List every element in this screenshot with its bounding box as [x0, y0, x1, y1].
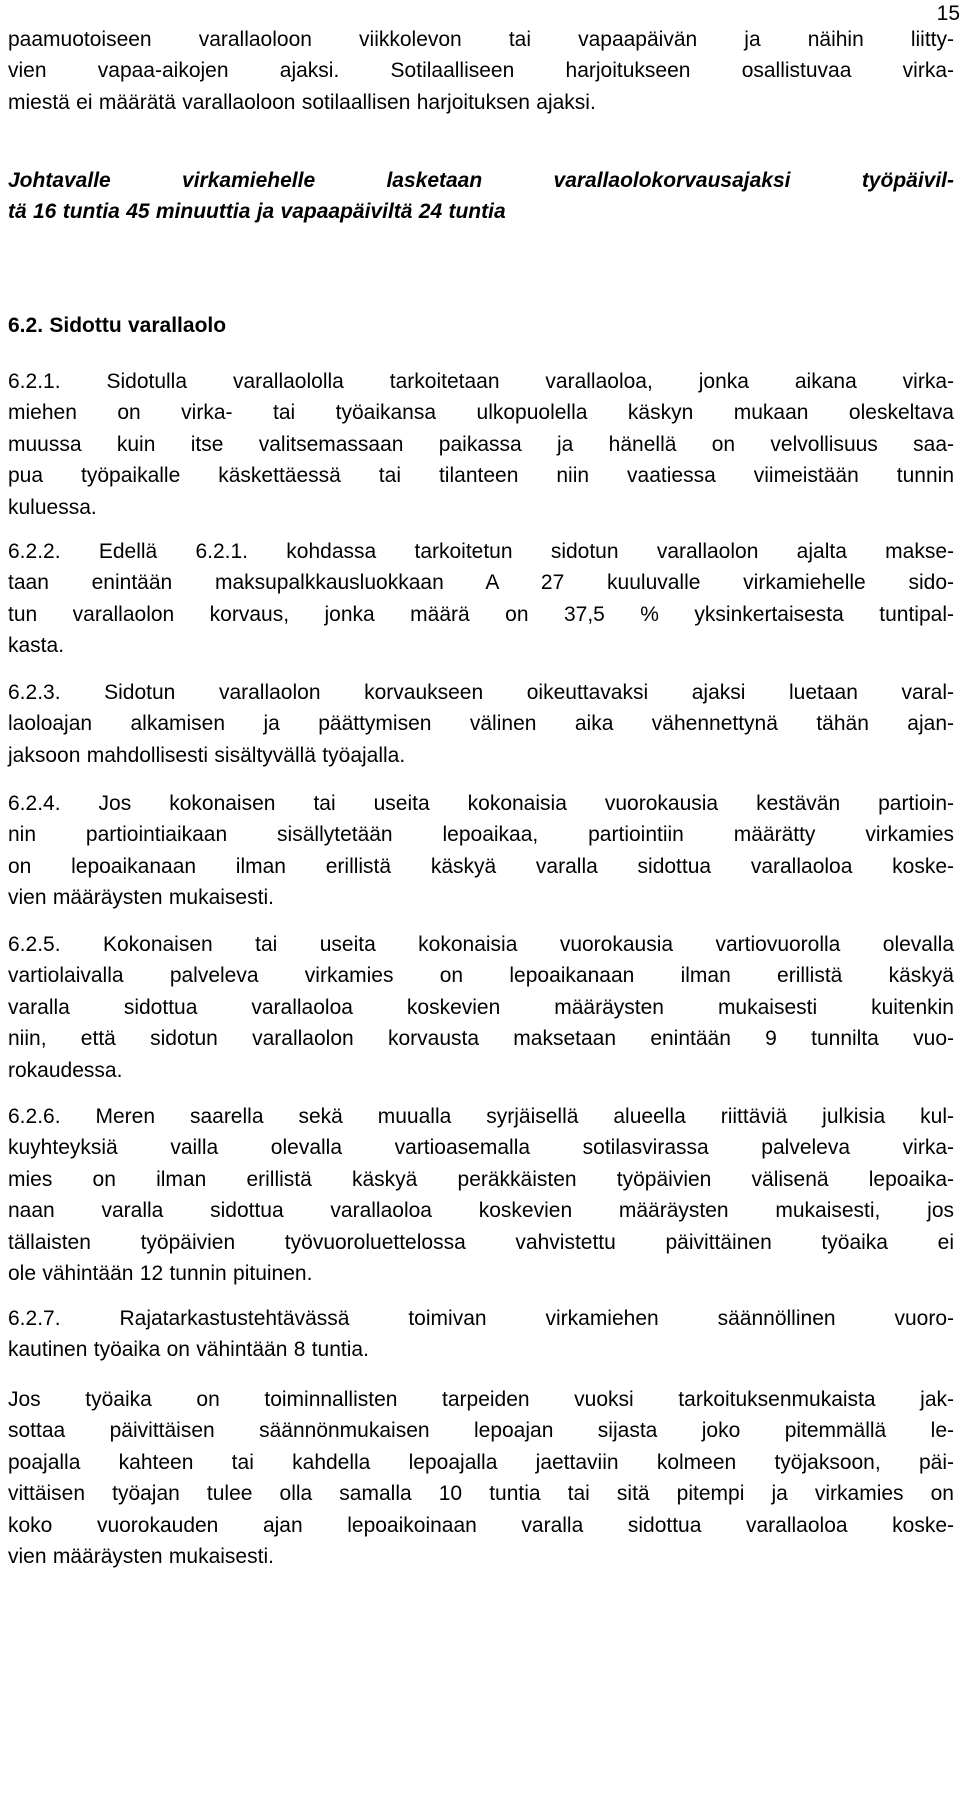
text-line: 6.2.5. Kokonaisen tai useita kokonaisia vuorokausia vartiovuorolla olevalla [8, 933, 954, 956]
text-line: taan enintään maksupalkkausluokkaan A 27 kuuluvalle virkamiehelle sido- [8, 571, 954, 595]
text-line: 6.2.1. Sidotulla varallaololla tarkoitetaan varallaoloa, jonka aikana virka- [8, 370, 954, 393]
text-line: tällaisten työpäivien työvuoroluettelossa vahvistettu päivittäinen työaika ei [8, 1230, 954, 1254]
paragraph-6-2-3 [8, 677, 954, 771]
text-line: poajalla kahteen tai kahdella lepoajalla jaettaviin kolmeen työjaksoon, päi- [8, 1450, 954, 1474]
paragraph-final [8, 1384, 954, 1572]
text-line: ole vähintään 12 tunnin pituinen. [8, 1261, 313, 1285]
text-line: vittäisen työajan tulee olla samalla 10 tuntia tai sitä pitempi ja virkamies on [8, 1482, 954, 1506]
text-line: koko vuorokauden ajan lepoaikoinaan varalla sidottua varallaoloa koske- [8, 1513, 954, 1537]
text-line: kuyhteyksiä vailla olevalla vartioasemalla sotilasvirassa palveleva virka- [8, 1136, 954, 1160]
text-line: 6.2.4. Jos kokonaisen tai useita kokonaisia vuorokausia kestävän partioin- [8, 792, 954, 815]
text-line: vien vapaa-aikojen ajaksi. Sotilaalliseen harjoitukseen osallistuvaa virka- [8, 59, 954, 83]
text-line: 6.2.6. Meren saarella sekä muualla syrjäisellä alueella riittäviä julkisia kul- [8, 1105, 954, 1128]
text-line: varalla sidottua varallaoloa koskevien määräysten mukaisesti kuitenkin [8, 995, 954, 1019]
text-line: laoloajan alkamisen ja päättymisen välinen aika vähennettynä tähän ajan- [8, 712, 954, 736]
text-line: paamuotoiseen varallaoloon viikkolevon tai vapaapäivän ja näihin liitty- [8, 28, 954, 51]
page-number: 15 [936, 2, 960, 25]
text-line: pua työpaikalle käskettäessä tai tilanteen niin vaatiessa viimeistään tunnin [8, 464, 954, 488]
paragraph-6-2-7 [8, 1303, 954, 1366]
text-line: vien määräysten mukaisesti. [8, 1544, 274, 1568]
section-heading [8, 310, 954, 341]
text-line: vien määräysten mukaisesti. [8, 886, 274, 910]
text-line: Jos työaika on toiminnallisten tarpeiden vuoksi tarkoituksenmukaista jak- [8, 1388, 954, 1411]
paragraph-6-2-4 [8, 788, 954, 914]
text-line: miehen on virka- tai työaikansa ulkopuolella käskyn mukaan oleskeltava [8, 401, 954, 425]
text-line: 6.2.3. Sidotun varallaolon korvaukseen oikeuttavaksi ajaksi luetaan varal- [8, 681, 954, 704]
text-line: 6.2.7. Rajatarkastustehtävässä toimivan virkamiehen säännöllinen vuoro- [8, 1307, 954, 1330]
text-line: kautinen työaika on vähintään 8 tuntia. [8, 1338, 369, 1362]
text-line: miestä ei määrätä varallaoloon sotilaallisen harjoituksen ajaksi. [8, 90, 596, 114]
text-line: 6.2.2. Edellä 6.2.1. kohdassa tarkoitetun sidotun varallaolon ajalta makse- [8, 540, 954, 563]
text-line: niin, että sidotun varallaolon korvausta maksetaan enintään 9 tunnilta vuo- [8, 1027, 954, 1051]
text-line: sottaa päivittäisen säännönmukaisen lepoajan sijasta joko pitemmällä le- [8, 1419, 954, 1443]
paragraph-6-2-6 [8, 1101, 954, 1289]
bold-italic-note [8, 165, 954, 228]
text-line: jaksoon mahdollisesti sisältyvällä työajalla. [8, 743, 406, 767]
text-line: muussa kuin itse valitsemassaan paikassa ja hänellä on velvollisuus saa- [8, 432, 954, 456]
text-line: vartiolaivalla palveleva virkamies on lepoaikanaan ilman erillistä käskyä [8, 964, 954, 988]
section-heading-text: 6.2. Sidottu varallaolo [8, 314, 227, 337]
text-line: kasta. [8, 634, 65, 658]
text-line: Johtavalle virkamiehelle lasketaan varallaolokorvausajaksi työpäivil- [8, 169, 954, 192]
text-line: nin partiointiaikaan sisällytetään lepoaikaa, partiointiin määrätty virkamies [8, 823, 954, 847]
text-line: on lepoaikanaan ilman erillistä käskyä varalla sidottua varallaoloa koske- [8, 854, 954, 878]
text-line: kuluessa. [8, 495, 97, 519]
intro-paragraph [8, 24, 954, 118]
text-line: rokaudessa. [8, 1058, 123, 1082]
text-line: tä 16 tuntia 45 minuuttia ja vapaapäiviltä 24 tuntia [8, 200, 506, 224]
text-line: mies on ilman erillistä käskyä peräkkäisten työpäivien välisenä lepoaika- [8, 1167, 954, 1191]
paragraph-6-2-1 [8, 366, 954, 523]
text-line: naan varalla sidottua varallaoloa koskevien määräysten mukaisesti, jos [8, 1199, 954, 1223]
paragraph-6-2-5 [8, 929, 954, 1086]
paragraph-6-2-2 [8, 536, 954, 662]
text-line: tun varallaolon korvaus, jonka määrä on 37,5 % yksinkertaisesta tuntipal- [8, 602, 954, 626]
